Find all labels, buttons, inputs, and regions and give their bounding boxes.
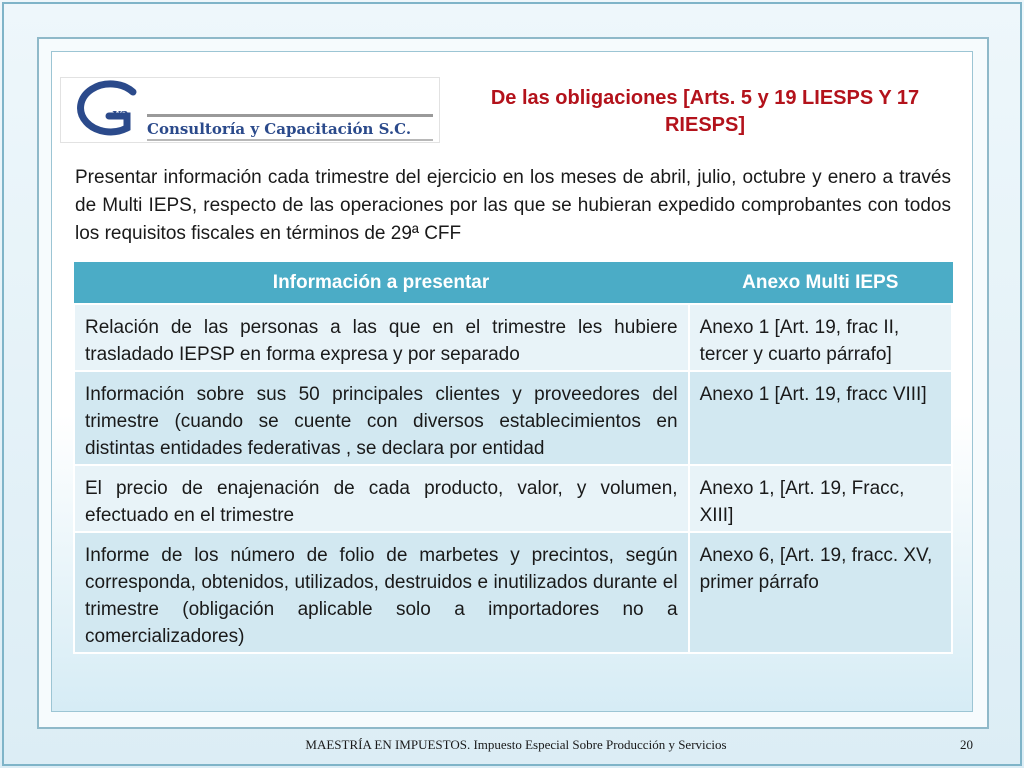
table-header-row xyxy=(74,262,952,304)
page-number: 20 xyxy=(960,737,973,752)
row-info-cell: Información sobre sus 50 principales clientes y proveedores del trimestre (cuando se cuente con diversos establecimientos en distintas entidades federativas , se declara por entidad xyxy=(74,371,689,465)
obligations-table xyxy=(73,262,953,654)
svg-text:va: va xyxy=(113,107,129,122)
row-anexo-cell: Anexo 1, [Art. 19, Fracc, XIII] xyxy=(689,465,952,532)
company-logo xyxy=(60,77,440,143)
intro-paragraph: Presentar información cada trimestre del ejercicio en los meses de abril, julio, octubre y enero a través de Multi IEPS, respecto de las operaciones por las que se hubieran expedido comprobantes con todos los requisitos fiscales en términos de 29ª CFF xyxy=(75,167,951,244)
row-anexo-cell: Anexo 1 [Art. 19, fracc VIII] xyxy=(689,371,952,465)
logo-company-name: Consultoría y Capacitación S.C. xyxy=(147,120,412,138)
table-row xyxy=(74,465,952,532)
slide-title: De las obligaciones [Arts. 5 y 19 LIESPS Y 17 RIESPS] xyxy=(490,87,920,136)
row-info-cell: El precio de enajenación de cada producto, valor, y volumen, efectuado en el trimestre xyxy=(74,465,689,532)
header-informacion: Información a presentar xyxy=(74,262,689,304)
row-info-cell: Informe de los número de folio de marbetes y precintos, según corresponda, obtenidos, utilizados, destruidos e inutilizados durante el trimestre (obligación aplicable solo a importadores no a comercializadores) xyxy=(74,532,689,653)
row-anexo-cell: Anexo 1 [Art. 19, frac II, tercer y cuarto párrafo] xyxy=(689,304,952,371)
logo-rule-bottom xyxy=(147,139,433,141)
row-anexo-cell: Anexo 6, [Art. 19, fracc. XV, primer párrafo xyxy=(689,532,952,653)
header-anexo: Anexo Multi IEPS xyxy=(689,262,952,304)
logo-rule-top xyxy=(147,114,433,117)
row-info-cell: Relación de las personas a las que en el trimestre les hubiere trasladado IEPSP en forma expresa y por separado xyxy=(74,304,689,371)
table-row xyxy=(74,371,952,465)
table-row xyxy=(74,532,952,653)
slide-footer: MAESTRÍA EN IMPUESTOS. Impuesto Especial Sobre Producción y Servicios xyxy=(305,737,727,752)
table-row xyxy=(74,304,952,371)
